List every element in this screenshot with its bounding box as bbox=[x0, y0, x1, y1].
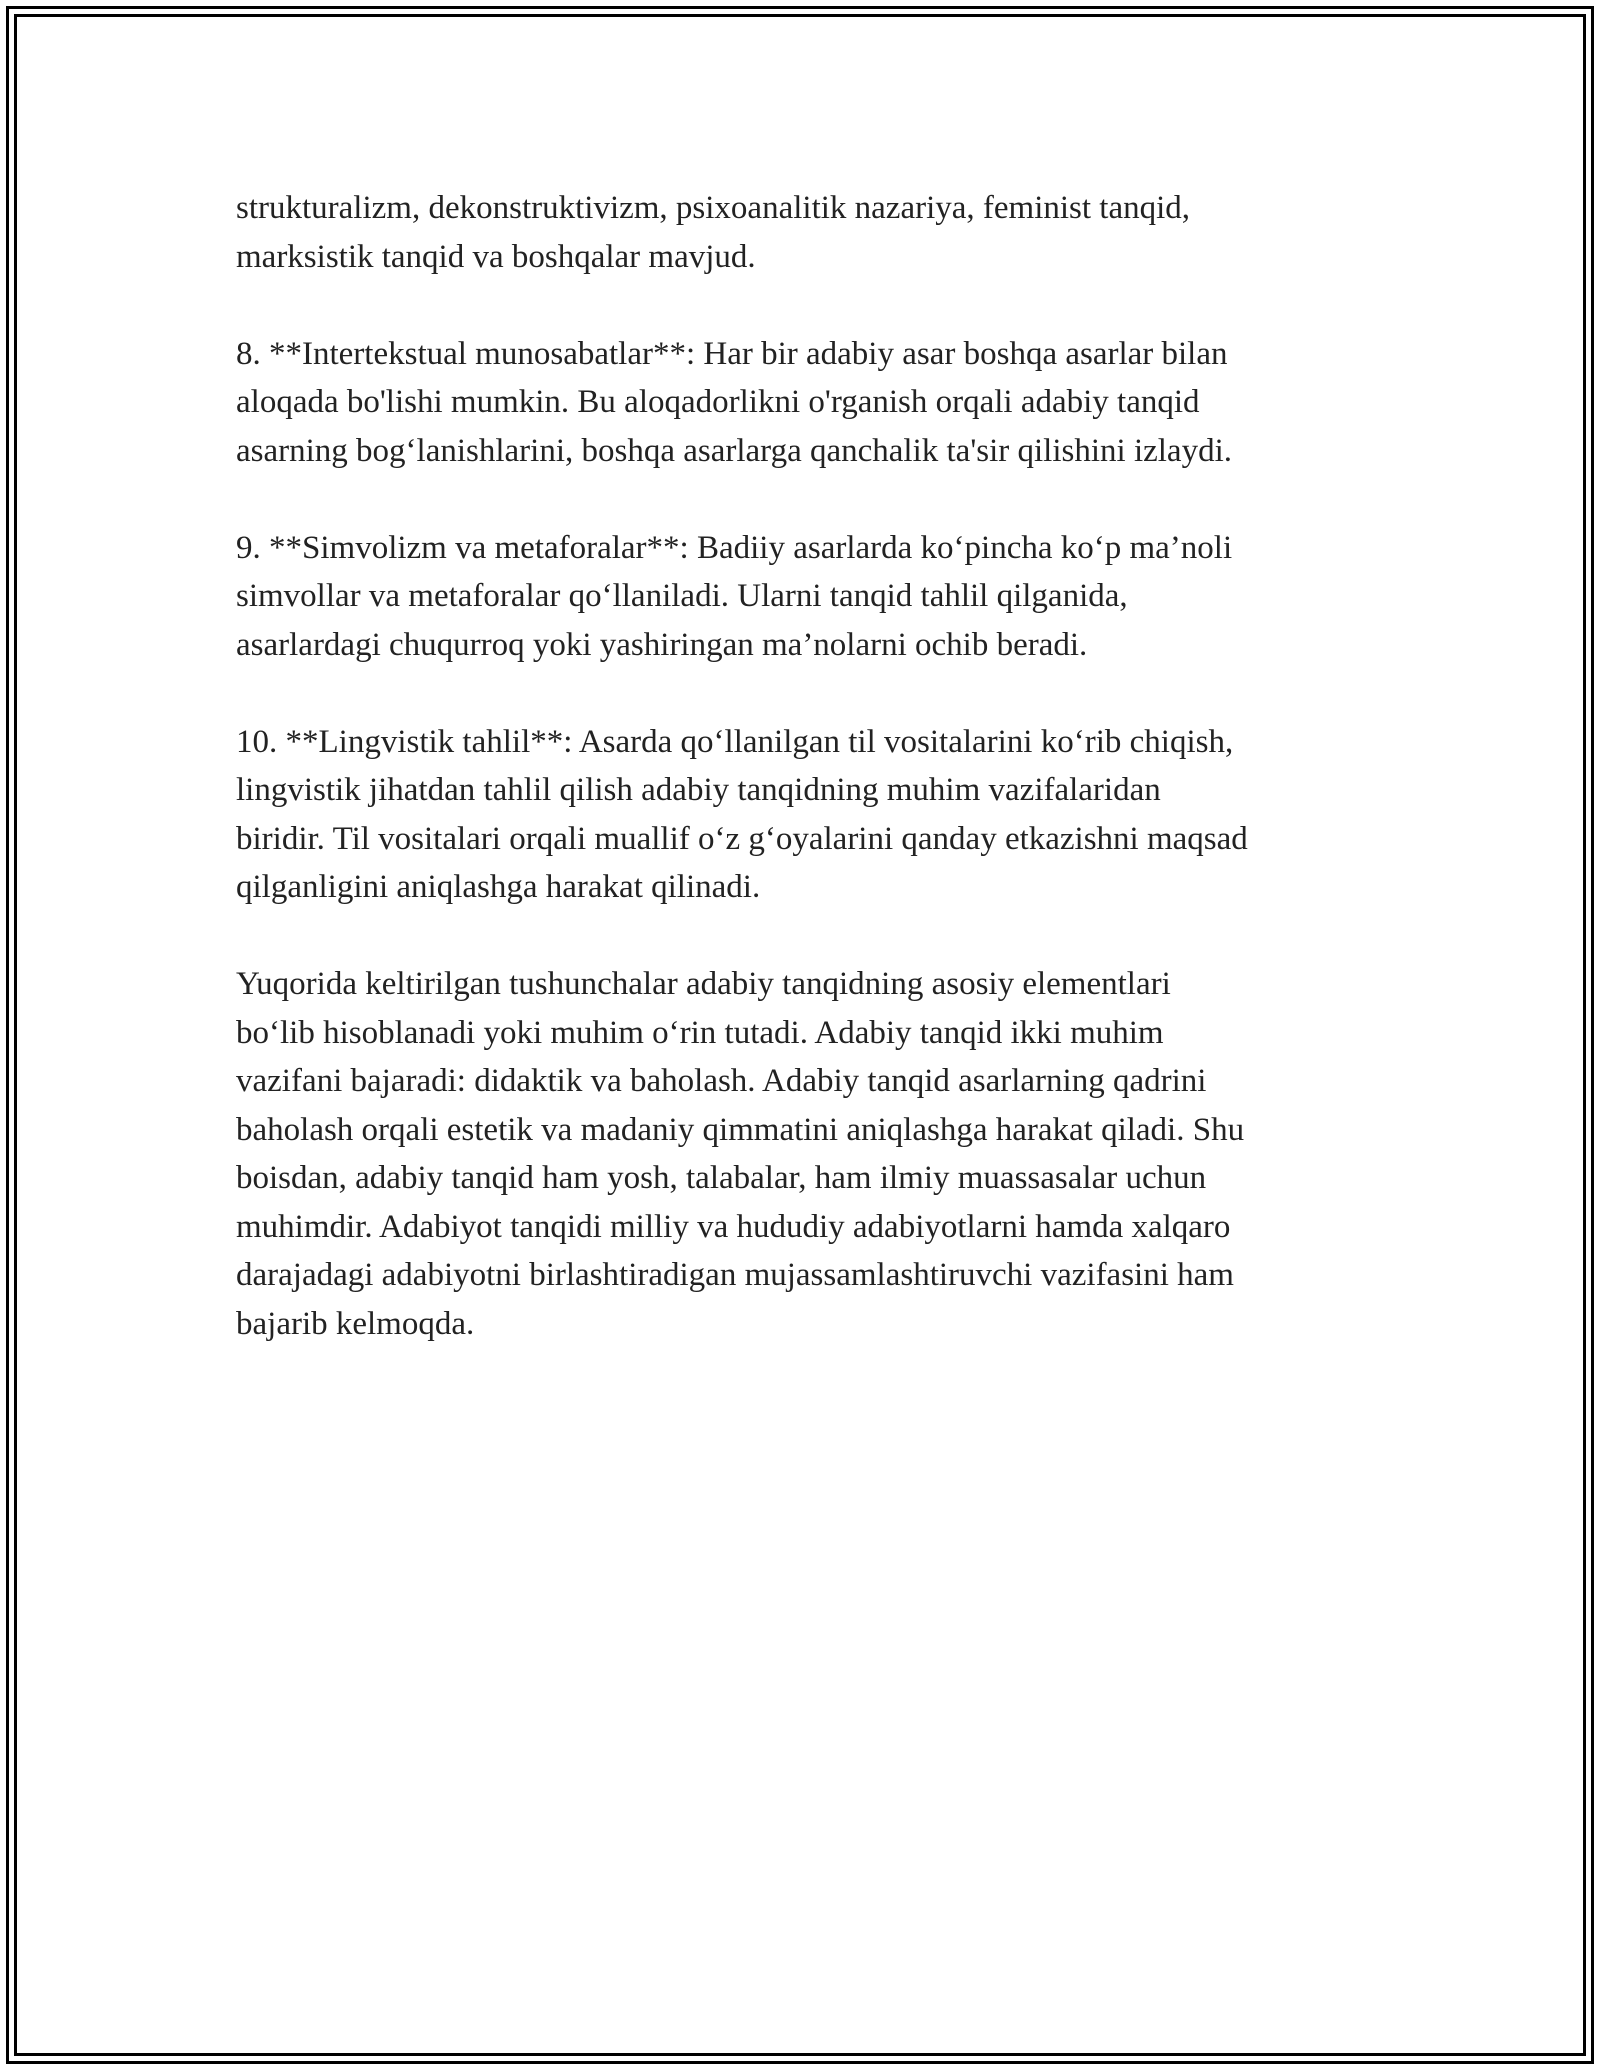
paragraph-intro-continuation bbox=[236, 184, 1376, 281]
text-line: asarning bog‘lanishlarini, boshqa asarlarga qanchalik ta'sir qilishini izlaydi. bbox=[236, 432, 1232, 469]
document-body bbox=[236, 184, 1376, 1397]
paragraph-item-10 bbox=[236, 718, 1376, 912]
text-line: aloqada bo'lishi mumkin. Bu aloqadorlikni o'rganish orqali adabiy tanqid bbox=[236, 384, 1200, 420]
paragraph-item-8 bbox=[236, 330, 1376, 476]
paragraph-conclusion bbox=[236, 960, 1376, 1348]
text-line: lingvistik jihatdan tahlil qilish adabiy tanqidning muhim vazifalaridan bbox=[236, 772, 1161, 808]
text-line: darajadagi adabiyotni birlashtiradigan mujassamlashtiruvchi vazifasini ham bbox=[236, 1257, 1234, 1293]
text-line: strukturalizm, dekonstruktivizm, psixoanalitik nazariya, feminist tanqid, bbox=[236, 190, 1191, 226]
text-line: baholash orqali estetik va madaniy qimmatini aniqlashga harakat qiladi. Shu bbox=[236, 1111, 1245, 1148]
text-line: Yuqorida keltirilgan tushunchalar adabiy tanqidning asosiy elementlari bbox=[236, 966, 1171, 1002]
paragraph-item-9 bbox=[236, 524, 1376, 670]
text-line: asarlardagi chuqurroq yoki yashiringan ma’nolarni ochib beradi. bbox=[236, 626, 1088, 663]
text-line: simvollar va metaforalar qo‘llaniladi. Ularni tanqid tahlil qilganida, bbox=[236, 578, 1128, 614]
text-line: 10. **Lingvistik tahlil**: Asarda qo‘llanilgan til vositalarini ko‘rib chiqish, bbox=[236, 723, 1234, 760]
text-line: marksistik tanqid va boshqalar mavjud. bbox=[236, 238, 756, 275]
text-line: biridir. Til vositalari orqali muallif o‘z g‘oyalarini qanday etkazishni maqsad bbox=[236, 820, 1248, 857]
text-line: 9. **Simvolizm va metaforalar**: Badiiy asarlarda ko‘pincha ko‘p ma’noli bbox=[236, 529, 1233, 566]
text-line: 8. **Intertekstual munosabatlar**: Har bir adabiy asar boshqa asarlar bilan bbox=[236, 335, 1228, 372]
text-line: bo‘lib hisoblanadi yoki muhim o‘rin tutadi. Adabiy tanqid ikki muhim bbox=[236, 1014, 1164, 1051]
text-line: qilganligini aniqlashga harakat qilinadi. bbox=[236, 869, 761, 905]
text-line: bajarib kelmoqda. bbox=[236, 1305, 475, 1342]
text-line: vazifani bajaradi: didaktik va baholash. Adabiy tanqid asarlarning qadrini bbox=[236, 1063, 1207, 1099]
text-line: boisdan, adabiy tanqid ham yosh, talabalar, ham ilmiy muassasalar uchun bbox=[236, 1160, 1207, 1196]
text-line: muhimdir. Adabiyot tanqidi milliy va hududiy adabiyotlarni hamda xalqaro bbox=[236, 1208, 1231, 1245]
